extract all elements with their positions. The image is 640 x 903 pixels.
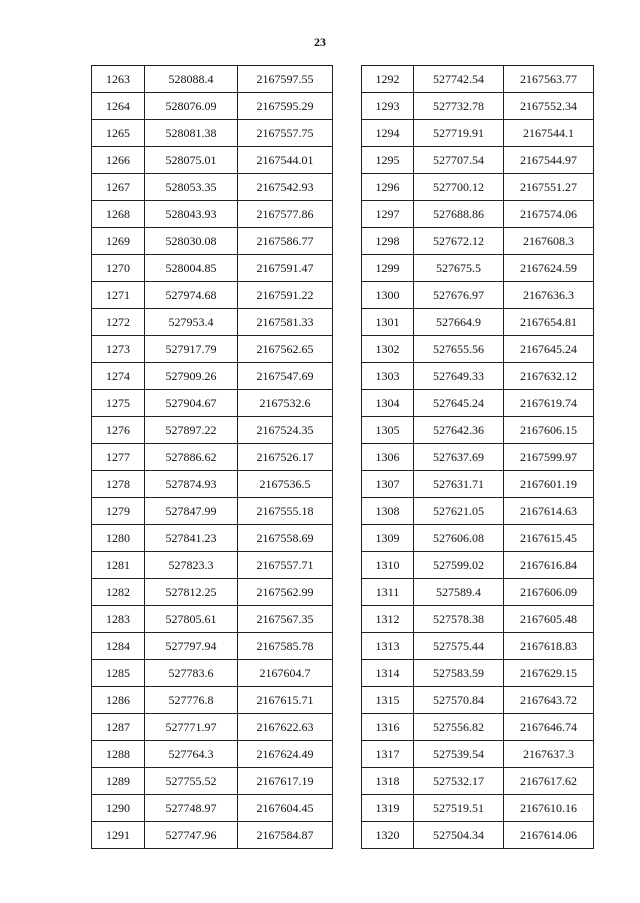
point-number-cell: 1281 (92, 552, 145, 579)
point-number-cell: 1293 (362, 93, 414, 120)
y-coordinate-cell: 2167605.48 (504, 606, 594, 633)
x-coordinate-cell: 527805.61 (145, 606, 238, 633)
x-coordinate-cell: 527672.12 (414, 228, 504, 255)
point-number-cell: 1287 (92, 714, 145, 741)
x-coordinate-cell: 528076.09 (145, 93, 238, 120)
x-coordinate-cell: 527764.3 (145, 741, 238, 768)
y-coordinate-cell: 2167567.35 (238, 606, 333, 633)
y-coordinate-cell: 2167636.3 (504, 282, 594, 309)
point-number-cell: 1296 (362, 174, 414, 201)
table-row (92, 714, 333, 741)
table-row (92, 444, 333, 471)
y-coordinate-cell: 2167557.75 (238, 120, 333, 147)
table-row (92, 795, 333, 822)
x-coordinate-cell: 527504.34 (414, 822, 504, 849)
table-row (362, 633, 594, 660)
table-row (92, 471, 333, 498)
table-row (92, 606, 333, 633)
table-row (362, 336, 594, 363)
y-coordinate-cell: 2167599.97 (504, 444, 594, 471)
table-body (92, 66, 333, 849)
table-row (92, 93, 333, 120)
x-coordinate-cell: 528043.93 (145, 201, 238, 228)
table-row (362, 525, 594, 552)
point-number-cell: 1306 (362, 444, 414, 471)
table-row (362, 120, 594, 147)
x-coordinate-cell: 528030.08 (145, 228, 238, 255)
point-number-cell: 1290 (92, 795, 145, 822)
y-coordinate-cell: 2167542.93 (238, 174, 333, 201)
table-row (362, 417, 594, 444)
point-number-cell: 1278 (92, 471, 145, 498)
point-number-cell: 1317 (362, 741, 414, 768)
y-coordinate-cell: 2167617.19 (238, 768, 333, 795)
table-row (92, 579, 333, 606)
x-coordinate-cell: 527874.93 (145, 471, 238, 498)
y-coordinate-cell: 2167562.99 (238, 579, 333, 606)
table-row (92, 687, 333, 714)
y-coordinate-cell: 2167606.09 (504, 579, 594, 606)
y-coordinate-cell: 2167562.65 (238, 336, 333, 363)
point-number-cell: 1270 (92, 255, 145, 282)
table-row (92, 417, 333, 444)
point-number-cell: 1265 (92, 120, 145, 147)
table-row (92, 822, 333, 849)
point-number-cell: 1300 (362, 282, 414, 309)
y-coordinate-cell: 2167618.83 (504, 633, 594, 660)
point-number-cell: 1320 (362, 822, 414, 849)
table-row (362, 309, 594, 336)
table-row (92, 309, 333, 336)
y-coordinate-cell: 2167524.35 (238, 417, 333, 444)
x-coordinate-cell: 527797.94 (145, 633, 238, 660)
x-coordinate-cell: 527642.36 (414, 417, 504, 444)
point-number-cell: 1263 (92, 66, 145, 93)
y-coordinate-cell: 2167615.45 (504, 525, 594, 552)
point-number-cell: 1271 (92, 282, 145, 309)
x-coordinate-cell: 528081.38 (145, 120, 238, 147)
page-number: 23 (314, 35, 326, 49)
point-number-cell: 1273 (92, 336, 145, 363)
table-row (362, 93, 594, 120)
y-coordinate-cell: 2167552.34 (504, 93, 594, 120)
point-number-cell: 1297 (362, 201, 414, 228)
y-coordinate-cell: 2167637.3 (504, 741, 594, 768)
table-row (92, 201, 333, 228)
y-coordinate-cell: 2167526.17 (238, 444, 333, 471)
point-number-cell: 1311 (362, 579, 414, 606)
point-number-cell: 1294 (362, 120, 414, 147)
y-coordinate-cell: 2167574.06 (504, 201, 594, 228)
table-row (92, 660, 333, 687)
x-coordinate-cell: 527539.54 (414, 741, 504, 768)
table-row (362, 444, 594, 471)
point-number-cell: 1318 (362, 768, 414, 795)
table-row (362, 282, 594, 309)
table-row (92, 363, 333, 390)
table-row (362, 714, 594, 741)
y-coordinate-cell: 2167654.81 (504, 309, 594, 336)
table-row (92, 255, 333, 282)
point-number-cell: 1299 (362, 255, 414, 282)
point-number-cell: 1283 (92, 606, 145, 633)
point-number-cell: 1284 (92, 633, 145, 660)
y-coordinate-cell: 2167544.97 (504, 147, 594, 174)
point-number-cell: 1275 (92, 390, 145, 417)
y-coordinate-cell: 2167614.06 (504, 822, 594, 849)
point-number-cell: 1264 (92, 93, 145, 120)
point-number-cell: 1310 (362, 552, 414, 579)
x-coordinate-cell: 527823.3 (145, 552, 238, 579)
y-coordinate-cell: 2167629.15 (504, 660, 594, 687)
table-row (362, 687, 594, 714)
y-coordinate-cell: 2167645.24 (504, 336, 594, 363)
table-row (362, 552, 594, 579)
point-number-cell: 1276 (92, 417, 145, 444)
table-row (92, 336, 333, 363)
x-coordinate-cell: 528053.35 (145, 174, 238, 201)
y-coordinate-cell: 2167604.45 (238, 795, 333, 822)
point-number-cell: 1319 (362, 795, 414, 822)
table-row (92, 633, 333, 660)
point-number-cell: 1312 (362, 606, 414, 633)
x-coordinate-cell: 527747.96 (145, 822, 238, 849)
x-coordinate-cell: 527645.24 (414, 390, 504, 417)
y-coordinate-cell: 2167597.55 (238, 66, 333, 93)
x-coordinate-cell: 527742.54 (414, 66, 504, 93)
table-row (92, 525, 333, 552)
point-number-cell: 1277 (92, 444, 145, 471)
point-number-cell: 1266 (92, 147, 145, 174)
point-number-cell: 1288 (92, 741, 145, 768)
x-coordinate-cell: 527909.26 (145, 363, 238, 390)
y-coordinate-cell: 2167617.62 (504, 768, 594, 795)
y-coordinate-cell: 2167555.18 (238, 498, 333, 525)
table-row (362, 498, 594, 525)
y-coordinate-cell: 2167616.84 (504, 552, 594, 579)
point-number-cell: 1309 (362, 525, 414, 552)
table-row (362, 66, 594, 93)
point-number-cell: 1315 (362, 687, 414, 714)
x-coordinate-cell: 527606.08 (414, 525, 504, 552)
x-coordinate-cell: 527719.91 (414, 120, 504, 147)
point-number-cell: 1304 (362, 390, 414, 417)
y-coordinate-cell: 2167604.7 (238, 660, 333, 687)
y-coordinate-cell: 2167606.15 (504, 417, 594, 444)
y-coordinate-cell: 2167615.71 (238, 687, 333, 714)
point-number-cell: 1286 (92, 687, 145, 714)
x-coordinate-cell: 527847.99 (145, 498, 238, 525)
point-number-cell: 1274 (92, 363, 145, 390)
x-coordinate-cell: 527578.38 (414, 606, 504, 633)
point-number-cell: 1282 (92, 579, 145, 606)
y-coordinate-cell: 2167595.29 (238, 93, 333, 120)
x-coordinate-cell: 527589.4 (414, 579, 504, 606)
x-coordinate-cell: 527583.59 (414, 660, 504, 687)
y-coordinate-cell: 2167646.74 (504, 714, 594, 741)
x-coordinate-cell: 527755.52 (145, 768, 238, 795)
y-coordinate-cell: 2167581.33 (238, 309, 333, 336)
x-coordinate-cell: 527748.97 (145, 795, 238, 822)
table-row (362, 147, 594, 174)
table-row (92, 390, 333, 417)
point-number-cell: 1268 (92, 201, 145, 228)
table-row (362, 660, 594, 687)
point-number-cell: 1313 (362, 633, 414, 660)
point-number-cell: 1285 (92, 660, 145, 687)
table-row (92, 498, 333, 525)
y-coordinate-cell: 2167544.1 (504, 120, 594, 147)
x-coordinate-cell: 527812.25 (145, 579, 238, 606)
x-coordinate-cell: 528004.85 (145, 255, 238, 282)
x-coordinate-cell: 527688.86 (414, 201, 504, 228)
point-number-cell: 1314 (362, 660, 414, 687)
y-coordinate-cell: 2167632.12 (504, 363, 594, 390)
y-coordinate-cell: 2167536.5 (238, 471, 333, 498)
y-coordinate-cell: 2167544.01 (238, 147, 333, 174)
y-coordinate-cell: 2167608.3 (504, 228, 594, 255)
table-row (92, 147, 333, 174)
x-coordinate-cell: 527570.84 (414, 687, 504, 714)
y-coordinate-cell: 2167585.78 (238, 633, 333, 660)
y-coordinate-cell: 2167619.74 (504, 390, 594, 417)
x-coordinate-cell: 528075.01 (145, 147, 238, 174)
y-coordinate-cell: 2167577.86 (238, 201, 333, 228)
x-coordinate-cell: 527700.12 (414, 174, 504, 201)
y-coordinate-cell: 2167624.59 (504, 255, 594, 282)
y-coordinate-cell: 2167563.77 (504, 66, 594, 93)
point-number-cell: 1305 (362, 417, 414, 444)
point-number-cell: 1272 (92, 309, 145, 336)
table-row (362, 174, 594, 201)
table-row (92, 552, 333, 579)
table-row (92, 120, 333, 147)
x-coordinate-cell: 527599.02 (414, 552, 504, 579)
x-coordinate-cell: 527841.23 (145, 525, 238, 552)
point-number-cell: 1301 (362, 309, 414, 336)
y-coordinate-cell: 2167610.16 (504, 795, 594, 822)
point-number-cell: 1295 (362, 147, 414, 174)
x-coordinate-cell: 527556.82 (414, 714, 504, 741)
y-coordinate-cell: 2167591.47 (238, 255, 333, 282)
x-coordinate-cell: 527771.97 (145, 714, 238, 741)
y-coordinate-cell: 2167622.63 (238, 714, 333, 741)
x-coordinate-cell: 527675.5 (414, 255, 504, 282)
y-coordinate-cell: 2167591.22 (238, 282, 333, 309)
table-row (362, 741, 594, 768)
x-coordinate-cell: 527649.33 (414, 363, 504, 390)
table-row (362, 822, 594, 849)
x-coordinate-cell: 527621.05 (414, 498, 504, 525)
table-row (92, 768, 333, 795)
table-row (92, 282, 333, 309)
y-coordinate-cell: 2167557.71 (238, 552, 333, 579)
table-row (362, 228, 594, 255)
y-coordinate-cell: 2167586.77 (238, 228, 333, 255)
x-coordinate-cell: 527886.62 (145, 444, 238, 471)
x-coordinate-cell: 527897.22 (145, 417, 238, 444)
table-row (362, 606, 594, 633)
table-row (92, 66, 333, 93)
point-number-cell: 1289 (92, 768, 145, 795)
x-coordinate-cell: 527707.54 (414, 147, 504, 174)
table-row (362, 390, 594, 417)
x-coordinate-cell: 527664.9 (414, 309, 504, 336)
x-coordinate-cell: 527532.17 (414, 768, 504, 795)
point-number-cell: 1316 (362, 714, 414, 741)
y-coordinate-cell: 2167643.72 (504, 687, 594, 714)
x-coordinate-cell: 527904.67 (145, 390, 238, 417)
point-number-cell: 1308 (362, 498, 414, 525)
x-coordinate-cell: 527974.68 (145, 282, 238, 309)
point-number-cell: 1307 (362, 471, 414, 498)
table-row (92, 228, 333, 255)
x-coordinate-cell: 527575.44 (414, 633, 504, 660)
y-coordinate-cell: 2167558.69 (238, 525, 333, 552)
point-number-cell: 1269 (92, 228, 145, 255)
y-coordinate-cell: 2167614.63 (504, 498, 594, 525)
point-number-cell: 1303 (362, 363, 414, 390)
y-coordinate-cell: 2167547.69 (238, 363, 333, 390)
coordinates-table-right (361, 65, 594, 849)
y-coordinate-cell: 2167584.87 (238, 822, 333, 849)
table-row (362, 471, 594, 498)
table-row (362, 795, 594, 822)
table-body (362, 66, 594, 849)
x-coordinate-cell: 527631.71 (414, 471, 504, 498)
table-row (362, 363, 594, 390)
y-coordinate-cell: 2167624.49 (238, 741, 333, 768)
point-number-cell: 1291 (92, 822, 145, 849)
point-number-cell: 1298 (362, 228, 414, 255)
coordinates-table-left (91, 65, 333, 849)
x-coordinate-cell: 527732.78 (414, 93, 504, 120)
table-row (362, 768, 594, 795)
table-row (92, 174, 333, 201)
x-coordinate-cell: 527776.8 (145, 687, 238, 714)
table-row (92, 741, 333, 768)
x-coordinate-cell: 527917.79 (145, 336, 238, 363)
point-number-cell: 1279 (92, 498, 145, 525)
point-number-cell: 1292 (362, 66, 414, 93)
table-row (362, 579, 594, 606)
x-coordinate-cell: 527953.4 (145, 309, 238, 336)
x-coordinate-cell: 527519.51 (414, 795, 504, 822)
x-coordinate-cell: 527655.56 (414, 336, 504, 363)
y-coordinate-cell: 2167601.19 (504, 471, 594, 498)
table-row (362, 201, 594, 228)
y-coordinate-cell: 2167532.6 (238, 390, 333, 417)
table-row (362, 255, 594, 282)
x-coordinate-cell: 528088.4 (145, 66, 238, 93)
x-coordinate-cell: 527783.6 (145, 660, 238, 687)
x-coordinate-cell: 527676.97 (414, 282, 504, 309)
point-number-cell: 1302 (362, 336, 414, 363)
point-number-cell: 1280 (92, 525, 145, 552)
point-number-cell: 1267 (92, 174, 145, 201)
x-coordinate-cell: 527637.69 (414, 444, 504, 471)
y-coordinate-cell: 2167551.27 (504, 174, 594, 201)
